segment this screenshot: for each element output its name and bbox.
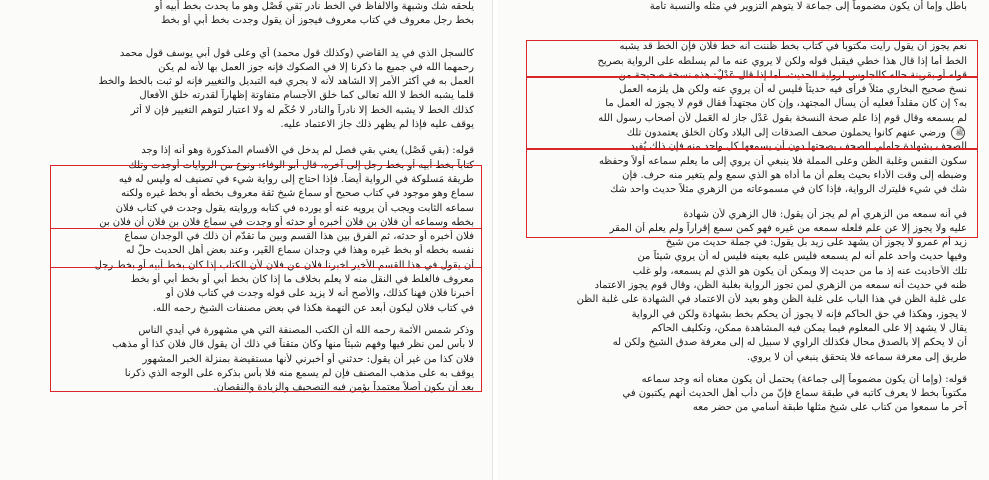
text-line: وذكر شمس الأئمة رحمه الله أن الكتب المصنفة التي هي مشهورة في أيدي الناس (138, 324, 474, 336)
left-text-column (56, 0, 474, 480)
right-text-column (532, 0, 967, 480)
text-line: تلك الأحاديث عنه إذ ما من حديث إلا ويمكن أن يكون هو الذي لم يسمعه، ولو غلب (632, 265, 967, 277)
text-line: به؟ إن كان مقلداً فعليه أن يسأل المجتهد، وإن كان مجتهداً فقال قوم لا يجوز له العمل ما (605, 98, 967, 110)
text-line: يقال لا يشهد إلا على المعلوم فيما يمكن فيه المشاهدة ممكن، وتكليف الحاكم (651, 322, 967, 334)
text-line: قوله: (بقي فَصْل) يعني بقي فصل لم يدخل في الأقسام المذكورة وهو أنه إذا وجد (141, 145, 474, 157)
text-line: أخبرنا فلان فهنا كذلك، والأصح أنه لا يزيد على قوله وجدت في كتاب فلان أو (166, 288, 474, 300)
text-line: الخط أما إذا قال هذا خطي فيقبل قوله ولكن لا يروي عنه ما لم يسلطه على الرواية بصريح (597, 55, 967, 67)
text-line: نسخ صحيح البخاري مثلاً فرأى فيه حديثاً فليس له أن يروي عنه ولكن هل يلزمه العمل (619, 84, 967, 96)
text-line: وفيها حديث واحد علم أنه لم يسمعه فليس عليه بعينه فليس له أن يروي شيئاً من (637, 251, 967, 263)
text-line: في أنه سمعه من الزهري أم لم يجز أن يقول: قال الزهري لأن شهادة (683, 208, 967, 220)
text-line: على غلبة الظن في هذا الباب على غلبة الظن وهو بعيد لأن الاعتماد في الشهادة على غلبة الظن (576, 294, 967, 306)
text-line: نعم يجوز أن يقول رأيت مكتوباً في كتاب بخط ظننت أنه خط فلان فإن الخط قد يشبه (619, 41, 967, 53)
text-line: يوقف عليه فإذا لم يظهر ذلك جاز الاعتماد عليه. (280, 119, 474, 131)
left-top-block (56, 0, 474, 29)
text-line: لا يجوز، وهكذا في حق الحاكم فإنه لا يجوز أن يحكم بخط بشهادة ولكن في الرواية (631, 308, 967, 320)
right-top-block (532, 0, 967, 14)
text-line: أن يقول في هذا القسم الأخير اخبرنا فلان عن فلان لأن الكتاب إذا كان بخط أبيه أو بخط رجل (94, 259, 474, 271)
text-line: فلان كذا من غير أن يقول: حدثني أو أخبرني لأنها مستفيضة بمنزلة الخبر المشهور (142, 353, 474, 365)
text-line: وضبطه إلى وقت الأداء بحيث يعلم أن ما أداه هو الذي سمع ولم يتغير منه حرف. فإن (622, 169, 967, 181)
text-line-content: ورضي عنهم كانوا يحملون صحف الصدقات إلى البلاد وكان الخلق يعتمدون تلك (626, 127, 946, 139)
seal-glyph: ﷺ (951, 126, 965, 140)
text-line: ظنه في حديث أنه سمعه من الزهري لمن تجوز الرواية بغلبة الظن، وقال قوم يجوز الاعتماد (594, 280, 967, 292)
left-paragraph-2 (56, 144, 474, 316)
text-line: طريقة مَسلوكة في الرواية أيضاً. فإذا احتاج إلى رواية شيء في تصنيف له وليس له فيه (118, 173, 474, 185)
text-line (532, 126, 967, 140)
right-paragraph-2 (532, 208, 967, 365)
text-line: آخر ما سمعوا من كتاب على شيخ مثلها طبقة أسامي من حضر معه (692, 402, 967, 414)
text-line: سماعه الثابت ويجب أن يرويه عنه أو يورده في كتابه وروايته يقول وجدت في كتاب فلان (115, 202, 474, 214)
right-paragraph-1 (532, 40, 967, 197)
right-paragraph-3 (532, 373, 967, 416)
left-paragraph-1 (56, 47, 474, 133)
text-line: قوله: (وإما أن يكون مضموماً إلى جماعة) يحتمل أن يكون معناه أنه وجد سماعه (641, 373, 967, 385)
text-line: معروف فالغلط في النقل منه لا يعلم بخلاف ما إذا كان بخط أبي أو بخط أبي أو بخط (130, 274, 474, 286)
text-line: مكتوباً بخط لا يعرف كاتبه في طبقة سماع فإنّ من دأب أهل الحديث أنهم يكتبون في (622, 388, 967, 400)
text-line: كالسجل الذي في يد القاضي (وكذلك قول محمد) أي وعلى قول أبي يوسف قول محمد (119, 47, 474, 59)
text-line: بخط رجل معروف في كتاب معروف فيجوز أن يقول وجدت بخط أبي أو بخط (160, 15, 474, 27)
text-line: كذلك الخط لا يشبه الخط إلا نادراً والنادر لا حُكْم له ولا اعتبار لتوهم التغيير فإن لا أثر (130, 104, 474, 116)
text-line: باطل وإما أن يكون مضموماً إلى جماعة لا يتوهم التزوير في مثله والنسبة تامة (649, 1, 967, 12)
text-line: عليه ولا يجوز إلا عن علم فلعله سمعه من غيره فهو كمن سمع إقراراً ولم يعلم أن المقر (609, 222, 967, 234)
text-line: كتاباً بخط أبيه أو بخط رجل إلى آخره، قال أبو الوفاء: ونوع من الروايات أوجدت وتلك (128, 159, 474, 171)
text-line: رحمهما الله في جميع ما ذكرنا إلا في الصكوك فإنه جوز العمل بها لأنه لم يكن (158, 61, 474, 73)
text-line: لا بأس لمن نظر فيها وفهم شيئاً منها وكان متقناً في ذلك أن يقول قال فلان كذا أو مذهب (112, 339, 474, 351)
text-line: قوله أو بقرينة حاله كالجلوس لرواية الحديث، أما إذا قال عَدْلٌ: هذه نسخة صحيحة من (618, 69, 967, 81)
text-line: سكون النفس وغلبة الظن وعلى المملة فلا ينبغي أن يروي إلى ما يعلم سماعه أولاً وحفظه (598, 155, 967, 167)
text-line: يلحقه شك وشبهة والالفاظ في الخط نادر بَقي فَصْل وهو ما يحدث بخط أبيه أو (154, 1, 474, 12)
text-line: نفسه بخطه أو بخط غيره وهذا في وجدان سماع الغَير، وعند بعض أهل الحديث حلّ له (125, 245, 474, 257)
text-line: في كتاب فلان ليكون أبعد عن التهمة هكذا في بعض مصنفات الشيخ رحمه الله. (152, 302, 474, 314)
right-page (498, 0, 989, 480)
text-line: لم يسمعه وقال قوم إذا علم صحة النسخة بقول عَدْل جاز له العَمل لأن أصحاب رسول الله (598, 112, 967, 124)
text-line: قلما يشبه الخط لا الله تعالى كما خلق الأجسام متفاوتة إظهاراً لقدرته خلق الأفعال (139, 90, 474, 102)
left-page (0, 0, 493, 480)
text-line: طريق إلى معرفة سماعه فلا يتحقق ينبغي أن لا يروي. (746, 351, 967, 363)
text-line: بعد أن يكون أصلاً معتمداً يؤمن فيه التصحيف والزيادة والنقصان. (213, 382, 474, 394)
text-line: العمل به في أكثر الأمر إلا الشاهد لأنه لا يجري فيه التبديل والتغيير فإنه لو ثبت بالخط والخط (98, 76, 474, 88)
text-line: الصحف بشهادة حاملي الصحف بصحتها دون أن يسمعها كل واحد منه فإن ذلك يُفيد (630, 141, 967, 153)
left-paragraph-3 (56, 324, 474, 395)
text-line: يوقف به على مذهب المصنف فإن لم يسمع منه فلا بأس بذكره على الوجه الذي ذكرنا (124, 367, 474, 379)
text-line: أن لا يحكم إلا بالصدق محال فكذلك الراوي لا سبيل له إلى معرفة صدق الشيخ ولكن له (612, 337, 967, 349)
text-line: زيد أم عمرو لا يجوز أن يشهد على زيد بل يقول: في جملة حديث من شيخ (665, 237, 967, 249)
text-line: شك في شيء فليترك الرواية، فإذا كان في مسموعاته من الزهري مثلاً حديث واحد شك (610, 184, 967, 196)
text-line: بخطه وسماعه أن فلان بن فلان أخبره أو حدثه أو وجدت في سماع فلان بن فلان أن فلان بن (99, 216, 474, 228)
text-line: فلان أخبره أو حدثه، ثم الفرق بين هذا القسم وبين ما تقدّم أن ذلك في الوجدان سماع (124, 231, 474, 243)
text-line: سماع وهو موجود في كتاب صحيح أو سماع شيخ ثقة معروف بخطه أو بخط غيره ولكنه (121, 188, 474, 200)
